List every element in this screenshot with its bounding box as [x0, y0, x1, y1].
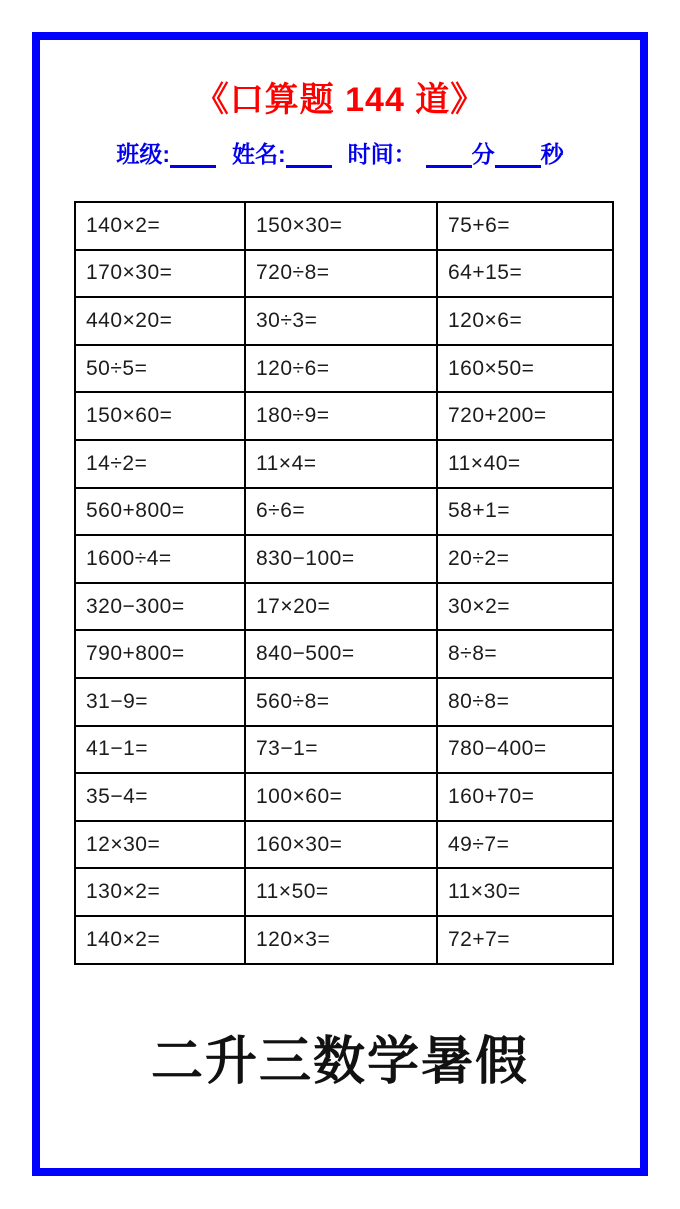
name-blank-field: [286, 142, 332, 168]
table-row: [75, 868, 613, 916]
table-row: [75, 345, 613, 393]
problem-cell: 120÷6=: [245, 345, 437, 393]
problem-cell: 50÷5=: [75, 345, 245, 393]
table-row: [75, 488, 613, 536]
problem-cell: 1600÷4=: [75, 535, 245, 583]
table-row: [75, 440, 613, 488]
problem-cell: 80÷8=: [437, 678, 613, 726]
problem-cell: 11×30=: [437, 868, 613, 916]
problem-cell: 75+6=: [437, 202, 613, 250]
problem-cell: 73−1=: [245, 726, 437, 774]
table-row: [75, 250, 613, 298]
second-label: 秒: [540, 141, 564, 167]
problem-cell: 140×2=: [75, 202, 245, 250]
header-fields: [0, 140, 680, 168]
problem-cell: 6÷6=: [245, 488, 437, 536]
problem-cell: 170×30=: [75, 250, 245, 298]
table-row: [75, 392, 613, 440]
seconds-blank-field: [495, 142, 541, 168]
problem-cell: 64+15=: [437, 250, 613, 298]
class-label: 班级:: [116, 141, 170, 167]
problem-cell: 180÷9=: [245, 392, 437, 440]
problem-cell: 72+7=: [437, 916, 613, 964]
problem-cell: 14÷2=: [75, 440, 245, 488]
table-row: [75, 535, 613, 583]
problem-cell: 160+70=: [437, 773, 613, 821]
table-row: [75, 821, 613, 869]
problem-cell: 30÷3=: [245, 297, 437, 345]
problem-cell: 120×6=: [437, 297, 613, 345]
problem-cell: 790+800=: [75, 630, 245, 678]
problem-cell: 130×2=: [75, 868, 245, 916]
table-row: [75, 773, 613, 821]
problem-cell: 560÷8=: [245, 678, 437, 726]
page-title: 《口算题 144 道》: [194, 81, 486, 119]
problems-body: [75, 202, 613, 964]
problem-cell: 720÷8=: [245, 250, 437, 298]
problem-cell: 8÷8=: [437, 630, 613, 678]
table-row: [75, 916, 613, 964]
table-row: [75, 678, 613, 726]
name-label: 姓名:: [232, 141, 286, 167]
problem-cell: 35−4=: [75, 773, 245, 821]
problem-cell: 150×60=: [75, 392, 245, 440]
problem-cell: 11×50=: [245, 868, 437, 916]
table-row: [75, 583, 613, 631]
problem-cell: 560+800=: [75, 488, 245, 536]
footer-text: 二升三数学暑假: [150, 1033, 529, 1091]
problem-cell: 100×60=: [245, 773, 437, 821]
problem-cell: 12×30=: [75, 821, 245, 869]
table-row: [75, 202, 613, 250]
problem-cell: 720+200=: [437, 392, 613, 440]
problem-cell: 120×3=: [245, 916, 437, 964]
problem-cell: 17×20=: [245, 583, 437, 631]
table-row: [75, 630, 613, 678]
problem-cell: 20÷2=: [437, 535, 613, 583]
problem-cell: 840−500=: [245, 630, 437, 678]
problem-cell: 830−100=: [245, 535, 437, 583]
problem-cell: 160×50=: [437, 345, 613, 393]
problem-cell: 140×2=: [75, 916, 245, 964]
problem-cell: 150×30=: [245, 202, 437, 250]
class-blank-field: [170, 142, 216, 168]
minute-label: 分: [471, 141, 495, 167]
problem-cell: 30×2=: [437, 583, 613, 631]
problem-cell: 440×20=: [75, 297, 245, 345]
table-row: [75, 297, 613, 345]
table-row: [75, 726, 613, 774]
problems-table: [74, 201, 614, 965]
problem-cell: 58+1=: [437, 488, 613, 536]
problem-cell: 49÷7=: [437, 821, 613, 869]
time-label: 时间：: [347, 141, 417, 167]
minutes-blank-field: [426, 142, 472, 168]
problem-cell: 11×4=: [245, 440, 437, 488]
problem-cell: 11×40=: [437, 440, 613, 488]
problem-cell: 780−400=: [437, 726, 613, 774]
problem-cell: 320−300=: [75, 583, 245, 631]
problem-cell: 41−1=: [75, 726, 245, 774]
problem-cell: 160×30=: [245, 821, 437, 869]
problem-cell: 31−9=: [75, 678, 245, 726]
